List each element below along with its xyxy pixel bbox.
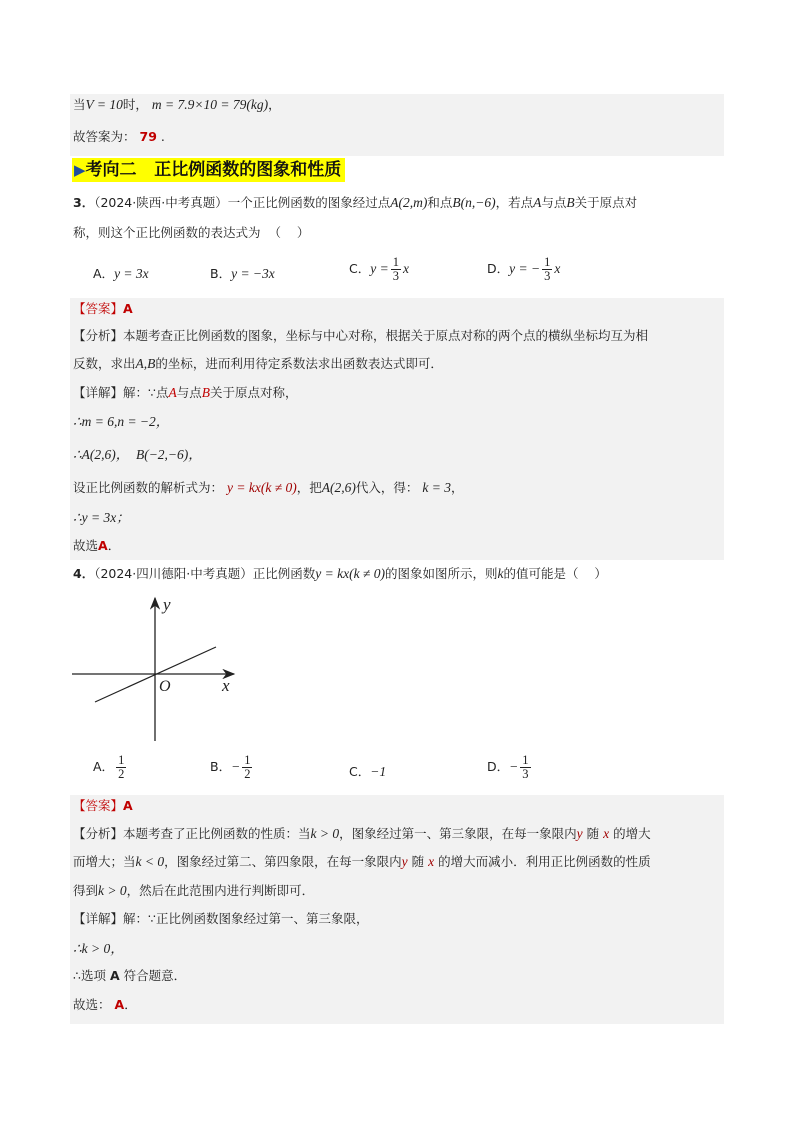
q4-detail: 【详解】解：∵正比例函数图象经过第一、第三象限， [73, 911, 369, 926]
q4-option-c[interactable]: C．−1 [349, 764, 387, 779]
q4-option-d-fraction: $\frac{1}{3}$ [522, 753, 529, 781]
q3-step-4: ∴y = 3x； [73, 510, 130, 525]
q4-final: 故选： A． [73, 997, 137, 1012]
q4-step-2: ∴选项 A 符合题意． [73, 968, 187, 983]
q4-function-graph [66, 592, 246, 744]
q4-option-a-fraction: $\frac{1}{2}$ [118, 753, 125, 781]
q3-stem-line-1: 3．（2024·陕西·中考真题）一个正比例函数的图象经过点A(2,m)和点B(n,−6)，若点A与点B关于原点对 [73, 195, 638, 210]
q3-detail: 【详解】解：∵点A与点B关于原点对称， [73, 385, 298, 400]
q4-answer: 【答案】A [73, 798, 133, 813]
q4-option-b-fraction: $\frac{1}{2}$ [244, 753, 251, 781]
play-arrow-icon: ▶ [74, 161, 86, 179]
section-heading: ▶考向二 正比例函数的图象和性质 [72, 158, 345, 182]
q4-option-a[interactable]: A． $\frac{1}{2}$ [93, 753, 125, 781]
q3-step-2: ∴A(2,6)， B(−2,−6)， [73, 447, 202, 462]
q3-option-b[interactable]: B．y = −3x [210, 266, 275, 281]
q3-step-1: ∴m = 6,n = −2， [73, 414, 170, 429]
q3-answer: 【答案】A [73, 301, 133, 316]
q4-analysis-line-3: 得到k > 0，然后在此范围内进行判断即可． [73, 883, 315, 898]
q3-option-d-fraction: $\frac{1}{3}$ [544, 255, 551, 283]
q4-option-d[interactable]: D．− $\frac{1}{3}$ [487, 753, 529, 781]
q4-analysis-line-1: 【分析】本题考查了正比例函数的性质：当k > 0，图象经过第一、第三象限，在每一象限内y 随 x 的增大 [73, 826, 651, 841]
x-axis-label: x [222, 676, 230, 695]
q4-option-b[interactable]: B．− $\frac{1}{2}$ [210, 753, 251, 781]
top-line-2: 故答案为： 79 . [73, 129, 165, 144]
origin-label: O [159, 678, 171, 695]
q4-analysis-line-2: 而增大；当k < 0，图象经过第二、第四象限，在每一象限内y 随 x 的增大而减小．利用正比例函数的性质 [73, 854, 651, 869]
q3-analysis-line-2: 反数，求出A,B的坐标，进而利用待定系数法求出函数表达式即可． [73, 356, 443, 371]
q3-option-c[interactable]: C．y = $\frac{1}{3}$ x [349, 255, 409, 283]
q3-option-a[interactable]: A．y = 3x [93, 266, 149, 281]
q3-step-3: 设正比例函数的解析式为： y = kx(k ≠ 0)，把A(2,6)代入，得： k = 3， [73, 480, 464, 495]
q3-final: 故选A． [73, 538, 121, 553]
q4-step-1: ∴k > 0， [73, 941, 124, 956]
y-axis-label: y [163, 595, 171, 614]
q3-option-c-fraction: $\frac{1}{3}$ [392, 255, 399, 283]
q3-stem-line-2: 称，则这个正比例函数的表达式为 （ ） [73, 225, 310, 240]
q4-stem: 4．（2024·四川德阳·中考真题）正比例函数y = kx(k ≠ 0)的图象如图所示，则k的值可能是（ ） [73, 566, 607, 581]
top-line-1: 当V = 10时， m = 7.9×10 = 79(kg)， [73, 97, 281, 112]
q3-analysis-line-1: 【分析】本题考查正比例函数的图象，坐标与中心对称，根据关于原点对称的两个点的横纵坐标均互为相 [73, 328, 649, 343]
q3-option-d[interactable]: D．y = − $\frac{1}{3}$ x [487, 255, 561, 283]
